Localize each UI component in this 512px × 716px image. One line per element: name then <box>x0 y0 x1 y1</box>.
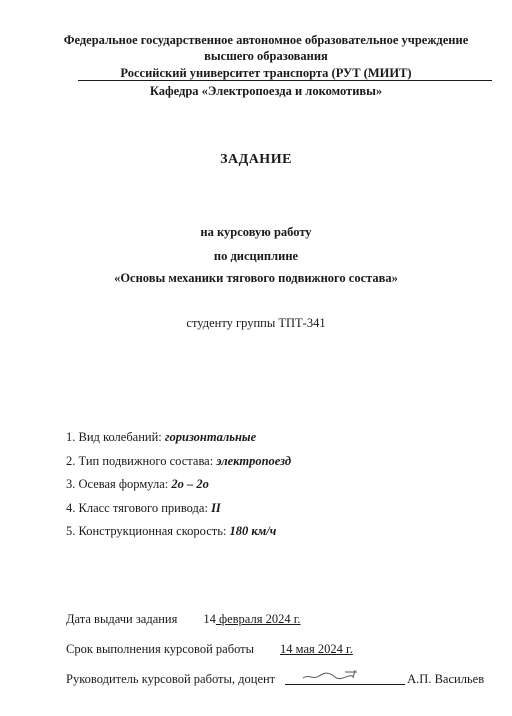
list-item <box>66 520 291 544</box>
item-label: 2. Тип подвижного состава: <box>66 453 217 468</box>
issue-date-day: 14 <box>203 612 216 626</box>
item-value: II <box>211 500 221 515</box>
deadline-label: Срок выполнения курсовой работы <box>66 642 255 656</box>
item-label: 5. Конструкционная скорость: <box>66 524 230 538</box>
list-item <box>66 450 291 474</box>
header-divider <box>78 80 492 81</box>
signature-icon <box>301 668 371 682</box>
supervisor-row <box>66 672 484 687</box>
supervisor-label: Руководитель курсовой работы, доцент <box>66 672 276 686</box>
list-item <box>66 497 291 521</box>
supervisor-name: А.П. Васильев <box>407 672 485 686</box>
header-org-line: Федеральное государственное автономное образовательное учреждение <box>63 33 469 47</box>
subtitle-student-group: студенту группы ТПТ-341 <box>186 316 326 330</box>
header-education-level: высшего образования <box>204 49 328 63</box>
subtitle-course-work: на курсовую работу <box>200 225 312 239</box>
header-department: Кафедра «Электропоезда и локомотивы» <box>149 84 383 98</box>
issue-date-row <box>66 612 301 627</box>
subtitle-discipline-name: «Основы механики тягового подвижного состава» <box>114 271 398 285</box>
deadline-value: 14 мая 2024 г. <box>280 642 353 656</box>
item-value: 2о – 2о <box>171 477 209 491</box>
subtitle-discipline-label: по дисциплине <box>213 249 299 263</box>
list-item <box>66 426 291 450</box>
item-value: 180 км/ч <box>229 524 277 538</box>
list-item <box>66 473 291 497</box>
signature-line <box>285 672 405 685</box>
deadline-row <box>66 642 353 657</box>
item-label: 4. Класс тягового привода: <box>66 500 212 515</box>
header-university: Российский университет транспорта (РУТ (МИИТ) <box>120 66 412 80</box>
document-title: ЗАДАНИЕ <box>220 152 292 167</box>
item-value: электропоезд <box>216 453 292 468</box>
item-value: горизонтальные <box>164 430 257 444</box>
issue-date-value: февраля 2024 г. <box>215 612 301 626</box>
item-label: 1. Вид колебаний: <box>66 430 165 444</box>
assignment-list <box>66 426 291 544</box>
issue-date-label: Дата выдачи задания <box>66 612 178 626</box>
item-label: 3. Осевая формула: <box>66 477 172 491</box>
